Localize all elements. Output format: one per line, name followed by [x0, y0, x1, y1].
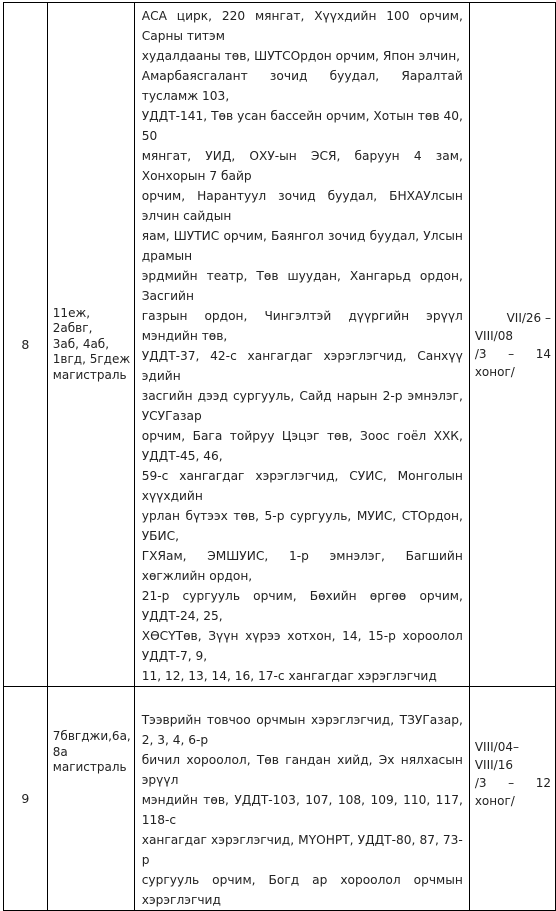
area-line: яам, ШУТИС орчим, Баянгол зочид буудал, Улсын драмын [141, 229, 463, 263]
area-line: УДДТ-141, Төв усан бассейн орчим, Хотын төв 40, 50 [141, 109, 463, 143]
power-line-cell [47, 3, 134, 687]
area-line: АСА цирк, 220 мянгат, Хүүхдийн 100 орчим, Сарны титэм [141, 9, 463, 43]
table-row [4, 3, 556, 687]
date-text: VIII/04–VIII/16 [474, 740, 519, 772]
area-line: худалдааны төв, ШУТСОрдон орчим, Япон элчин, [141, 49, 461, 63]
power-line-text: 3аб, 4аб, [52, 336, 110, 351]
area-line: бичил хороолол, Төв гандан хийд, Эх нялхасын эрүүл [141, 753, 463, 787]
area-line: мэндийн төв, УДДТ-103, 107, 108, 109, 110, 117, 118-с [141, 793, 463, 827]
area-line: мянгат, УИД, ОХУ-ын ЭСЯ, баруун 4 зам, Хонхорын 7 байр [141, 149, 463, 183]
row-number-cell [4, 3, 48, 687]
row-number: 9 [21, 791, 30, 806]
area-line: Амарбаясгалант зочид буудал, Яаралтай тусламж 103, [141, 69, 463, 103]
area-line: 11, 12, 13, 14, 16, 17-с хангагдаг хэрэглэгчид [141, 669, 437, 683]
date-text: /3 – 12 хоног/ [474, 776, 551, 808]
power-line-text: магистраль [52, 367, 127, 382]
power-line-text: 11еж, 2абвг, [52, 305, 93, 336]
area-line: УДДТ-37, 42-с хангагдаг хэрэглэгчид, Санхүү эдийн [141, 349, 463, 383]
power-line-text: 8а [52, 744, 68, 759]
area-line: засгийн дээд сургууль, Сайд нарын 2-р эмнэлэг, УСУГазар [141, 389, 463, 423]
area-line: сургууль орчим, Богд ар хороолол орчмын хэрэглэгчид [141, 873, 463, 907]
area-line: 59-с хангагдаг хэрэглэгчид, СУИС, Монголын хүүхдийн [141, 469, 463, 503]
area-line: ГХЯам, ЭМШУИС, 1-р эмнэлэг, Багшийн хөгжлийн ордон, [141, 549, 463, 583]
area-line: ХӨСҮТөв, Зүүн хүрээ хотхон, 14, 15-р хороолол УДДТ-7, 9, [141, 629, 463, 663]
outage-schedule-table [3, 2, 556, 911]
table-row [4, 687, 556, 911]
affected-area-cell [134, 3, 469, 687]
date-text: VIII/08 [474, 328, 513, 343]
power-line-cell [47, 687, 134, 911]
row-number: 8 [21, 337, 30, 352]
area-line: 21-р сургууль орчим, Бөхийн өргөө орчим, УДДТ-24, 25, [141, 589, 463, 623]
area-line: орчим, Бага тойруу Цэцэг төв, Зоос гоёл ХХК, УДДТ-45, 46, [141, 429, 463, 463]
date-range-cell [469, 687, 555, 911]
area-line: газрын ордон, Чингэлтэй дүүргийн эрүүл мэндийн төв, [141, 309, 463, 343]
date-text: VII/26 – [506, 310, 551, 325]
row-number-cell [4, 687, 48, 911]
power-line-text: магистраль [52, 760, 127, 774]
power-line-text: 1вгд, 5гдеж [52, 352, 131, 367]
affected-area-cell [134, 687, 469, 911]
date-text: /3 – 14 хоног/ [474, 346, 551, 379]
area-line: орчим, Нарантуул зочид буудал, БНХАУлсын элчин сайдын [141, 189, 463, 223]
area-line: хангагдаг хэрэглэгчид, МҮОНРТ, УДДТ-80, 87, 73-р [141, 833, 463, 867]
area-line: эрдмийн театр, Төв шуудан, Хангарьд ордон, Засгийн [141, 269, 463, 303]
date-range-cell [469, 3, 555, 687]
power-line-text: 7бвгджи,6а, [52, 729, 131, 743]
area-line: Тээврийн товчоо орчмын хэрэглэгчид, ТЗУГазар, 2, 3, 4, 6-р [141, 713, 463, 747]
area-line: урлан бүтээх төв, 5-р сургууль, МУИС, СТОрдон, УБИС, [141, 509, 463, 543]
